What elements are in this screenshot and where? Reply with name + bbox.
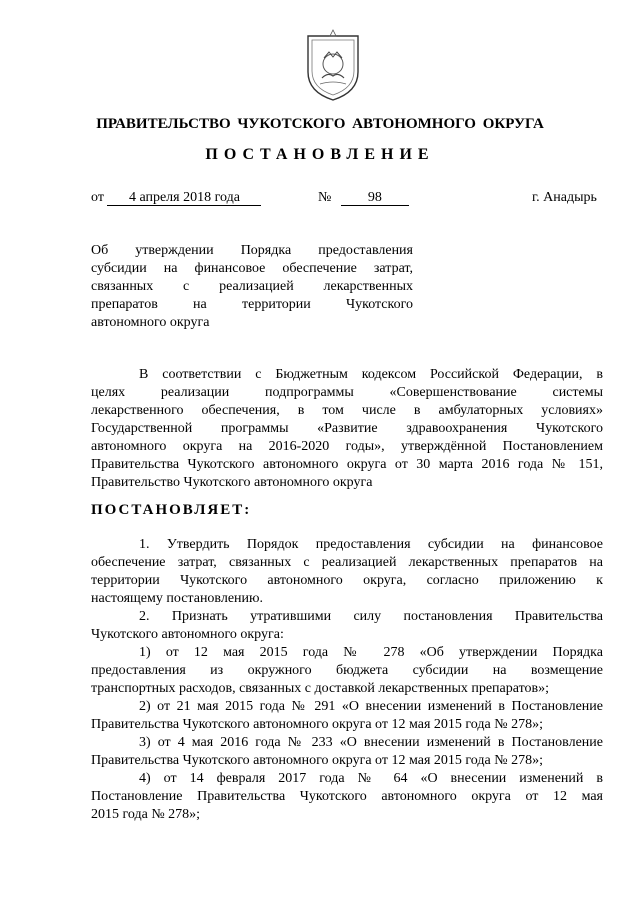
subject-line: препаратов на территории Чукотского <box>91 297 413 312</box>
chukotka-coat-of-arms-icon <box>302 28 364 104</box>
body-line: 4) от 14 февраля 2017 года № 64 «О внесении изменений в <box>139 771 603 786</box>
preamble-line: Правительства Чукотского автономного округа от 30 марта 2016 года № 151, <box>91 457 603 472</box>
preamble-line: лекарственного обеспечения, в том числе в амбулаторных условиях» <box>91 403 603 418</box>
preamble-line: Правительство Чукотского автономного округа <box>91 475 373 490</box>
subject-line: субсидии на финансовое обеспечение затрат, <box>91 261 413 276</box>
body-line: 1) от 12 мая 2015 года № 278 «Об утверждении Порядка <box>139 645 603 660</box>
preamble-line: целях реализации подпрограммы «Совершенствование системы <box>91 385 603 400</box>
document-subject <box>91 242 413 332</box>
date-prefix: от <box>91 190 104 205</box>
document-type: ПОСТАНОВЛЕНИЕ <box>205 146 435 163</box>
date-value: 4 апреля 2018 года <box>107 190 261 206</box>
number-prefix: № <box>318 190 332 205</box>
preamble-line: автономного округа на 2016-2020 годы», утверждённой Постановлением <box>91 439 603 454</box>
subject-line: автономного округа <box>91 315 210 330</box>
body-line: Правительства Чукотского автономного округа от 12 мая 2015 года № 278»; <box>91 717 543 732</box>
body-line: 1. Утвердить Порядок предоставления субсидии на финансовое <box>139 537 603 552</box>
resolves-heading: ПОСТАНОВЛЯЕТ: <box>91 502 252 518</box>
body-line: предоставления из окружного бюджета субсидии на возмещение <box>91 663 603 678</box>
body-line: 3) от 4 мая 2016 года № 233 «О внесении изменений в Постановление <box>139 735 603 750</box>
body-line: 2) от 21 мая 2015 года № 291 «О внесении изменений в Постановление <box>139 699 603 714</box>
body-line: 2. Признать утратившими силу постановления Правительства <box>139 609 603 624</box>
body-line: настоящему постановлению. <box>91 591 263 606</box>
city: г. Анадырь <box>532 190 597 205</box>
body-line: обеспечение затрат, связанных с реализацией лекарственных препаратов на <box>91 555 603 570</box>
government-title: ПРАВИТЕЛЬСТВО ЧУКОТСКОГО АВТОНОМНОГО ОКРУГА <box>96 116 544 132</box>
preamble <box>91 366 603 492</box>
subject-line: Об утверждении Порядка предоставления <box>91 243 413 258</box>
number-field <box>318 190 409 206</box>
decree-body <box>91 536 603 824</box>
body-line: Постановление Правительства Чукотского автономного округа от 12 мая <box>91 789 603 804</box>
subject-line: связанных с реализацией лекарственных <box>91 279 413 294</box>
body-line: Чукотского автономного округа: <box>91 627 284 642</box>
preamble-line: Государственной программы «Развитие здравоохранения Чукотского <box>91 421 603 436</box>
body-line: транспортных расходов, связанных с доставкой лекарственных препаратов»; <box>91 681 550 696</box>
body-line: Правительства Чукотского автономного округа от 12 мая 2015 года № 278»; <box>91 753 543 768</box>
body-line: 2015 года № 278»; <box>91 807 201 822</box>
number-value: 98 <box>341 190 409 206</box>
preamble-line: В соответствии с Бюджетным кодексом Российской Федерации, в <box>139 367 603 382</box>
body-line: территории Чукотского автономного округа, согласно приложению к <box>91 573 603 588</box>
date-field <box>91 190 261 206</box>
